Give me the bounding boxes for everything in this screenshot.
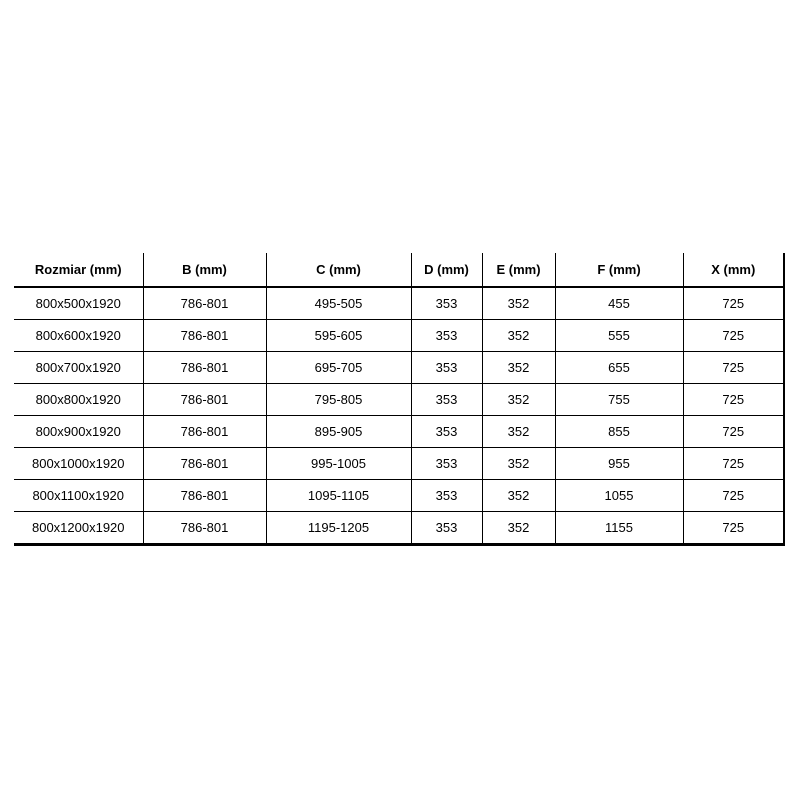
table-row [14, 480, 784, 512]
column-header-f: F (mm) [555, 253, 683, 287]
cell-b: 786-801 [143, 320, 266, 352]
cell-e: 352 [482, 512, 555, 545]
cell-e: 352 [482, 320, 555, 352]
cell-f: 755 [555, 384, 683, 416]
cell-c: 895-905 [266, 416, 411, 448]
cell-x: 725 [683, 416, 784, 448]
cell-rozmiar: 800x500x1920 [14, 287, 143, 320]
cell-f: 555 [555, 320, 683, 352]
cell-b: 786-801 [143, 352, 266, 384]
table-row [14, 384, 784, 416]
dimensions-table-container [14, 253, 785, 546]
cell-e: 352 [482, 448, 555, 480]
table-row [14, 287, 784, 320]
cell-x: 725 [683, 448, 784, 480]
cell-b: 786-801 [143, 480, 266, 512]
cell-rozmiar: 800x900x1920 [14, 416, 143, 448]
table-row [14, 512, 784, 545]
cell-d: 353 [411, 384, 482, 416]
cell-x: 725 [683, 287, 784, 320]
cell-e: 352 [482, 384, 555, 416]
column-header-e: E (mm) [482, 253, 555, 287]
column-header-b: B (mm) [143, 253, 266, 287]
table-row [14, 448, 784, 480]
cell-c: 1195-1205 [266, 512, 411, 545]
column-header-c: C (mm) [266, 253, 411, 287]
column-header-rozmiar: Rozmiar (mm) [14, 253, 143, 287]
cell-d: 353 [411, 287, 482, 320]
cell-d: 353 [411, 480, 482, 512]
cell-x: 725 [683, 480, 784, 512]
cell-c: 1095-1105 [266, 480, 411, 512]
cell-c: 995-1005 [266, 448, 411, 480]
cell-d: 353 [411, 448, 482, 480]
cell-b: 786-801 [143, 448, 266, 480]
cell-f: 455 [555, 287, 683, 320]
cell-rozmiar: 800x1000x1920 [14, 448, 143, 480]
cell-rozmiar: 800x700x1920 [14, 352, 143, 384]
cell-rozmiar: 800x600x1920 [14, 320, 143, 352]
cell-d: 353 [411, 416, 482, 448]
table-row [14, 320, 784, 352]
cell-x: 725 [683, 512, 784, 545]
cell-f: 955 [555, 448, 683, 480]
cell-c: 795-805 [266, 384, 411, 416]
cell-rozmiar: 800x800x1920 [14, 384, 143, 416]
cell-x: 725 [683, 320, 784, 352]
cell-d: 353 [411, 512, 482, 545]
cell-rozmiar: 800x1200x1920 [14, 512, 143, 545]
cell-b: 786-801 [143, 416, 266, 448]
header-row [14, 253, 784, 287]
cell-c: 695-705 [266, 352, 411, 384]
cell-e: 352 [482, 416, 555, 448]
cell-e: 352 [482, 352, 555, 384]
cell-b: 786-801 [143, 512, 266, 545]
cell-b: 786-801 [143, 287, 266, 320]
cell-f: 655 [555, 352, 683, 384]
cell-x: 725 [683, 384, 784, 416]
cell-rozmiar: 800x1100x1920 [14, 480, 143, 512]
table-row [14, 416, 784, 448]
cell-f: 855 [555, 416, 683, 448]
cell-e: 352 [482, 287, 555, 320]
column-header-x: X (mm) [683, 253, 784, 287]
cell-d: 353 [411, 320, 482, 352]
cell-x: 725 [683, 352, 784, 384]
cell-b: 786-801 [143, 384, 266, 416]
table-body [14, 287, 784, 545]
cell-c: 595-605 [266, 320, 411, 352]
table-header [14, 253, 784, 287]
column-header-d: D (mm) [411, 253, 482, 287]
cell-f: 1055 [555, 480, 683, 512]
table-row [14, 352, 784, 384]
cell-e: 352 [482, 480, 555, 512]
cell-c: 495-505 [266, 287, 411, 320]
cell-f: 1155 [555, 512, 683, 545]
cell-d: 353 [411, 352, 482, 384]
dimensions-table [14, 253, 785, 546]
